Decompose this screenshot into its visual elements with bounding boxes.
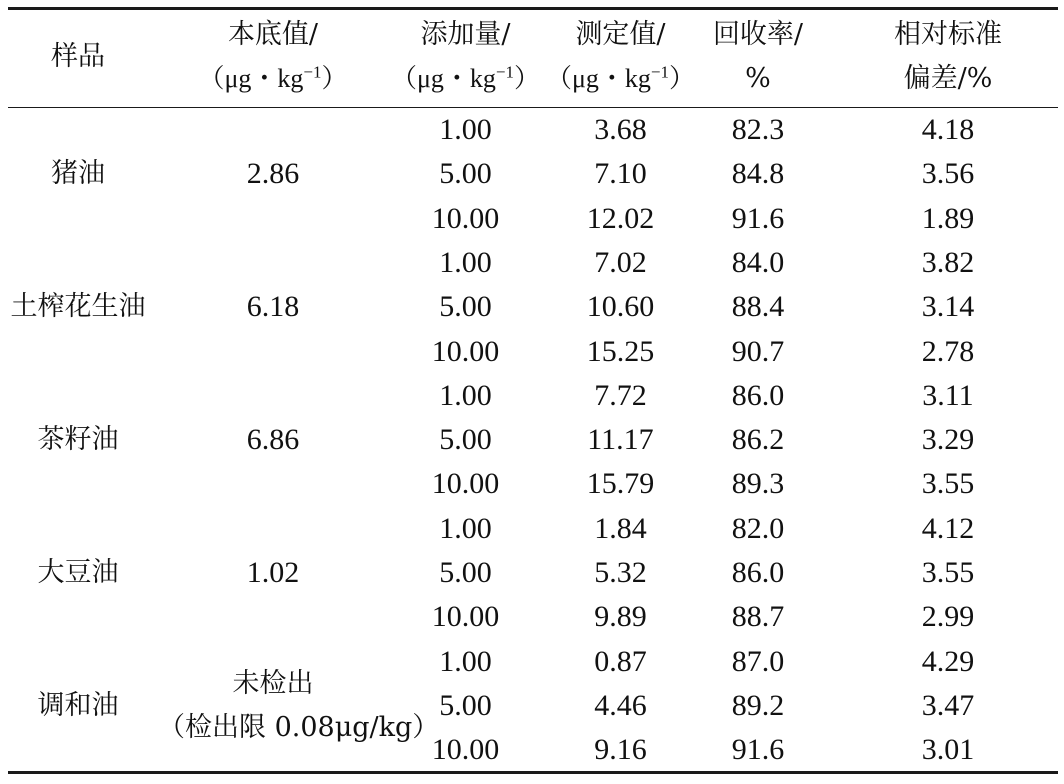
recovery-cell: 87.0 (731, 644, 785, 678)
recovery-cell: 84.0 (731, 245, 785, 279)
recovery-cell: 90.7 (731, 334, 785, 368)
recovery-cell: 86.2 (731, 423, 785, 457)
add-cell: 1.00 (439, 511, 492, 545)
recovery-cell: 88.4 (731, 290, 785, 324)
base-value: 6.86 (246, 423, 300, 457)
add-cell: 10.00 (431, 600, 500, 634)
add-cell: 5.00 (439, 157, 492, 191)
measured-cell: 3.68 (594, 113, 647, 146)
add-cell: 1.00 (439, 113, 492, 146)
rsd-cell: 3.14 (921, 290, 975, 324)
recovery-cell: 84.8 (731, 157, 785, 191)
add-cell: 1.00 (439, 378, 492, 412)
measured-cell: 9.89 (594, 600, 647, 634)
measured-cell: 12.02 (586, 201, 655, 235)
recovery-cell: 91.6 (731, 733, 785, 767)
sample-name: 猪油 (51, 158, 105, 190)
rsd-cell: 3.56 (921, 157, 975, 191)
add-cell: 10.00 (431, 467, 500, 501)
detection-limit-note: （检出限 0.08μg/kg） (158, 712, 440, 744)
header-measured-value: 测定值/ （μg・$kg^{-1}$） (545, 19, 696, 93)
measured-cell: 9.16 (594, 733, 647, 767)
measured-cell: 7.02 (594, 245, 647, 279)
base-value-text: 未检出 (232, 668, 314, 700)
add-cell: 5.00 (439, 688, 492, 722)
add-cell: 10.00 (431, 201, 500, 235)
recovery-cell: 82.0 (731, 511, 785, 545)
header-rsd: 相对标准 偏差/% (894, 19, 1002, 94)
rsd-cell: 3.29 (921, 423, 975, 457)
rsd-cell: 3.01 (921, 733, 975, 767)
measured-cell: 15.79 (586, 467, 655, 501)
measured-cell: 4.46 (594, 688, 647, 722)
recovery-cell: 89.3 (731, 467, 785, 501)
header-recovery-rate: 回收率/ % (712, 19, 804, 94)
header-sample: 样品 (51, 41, 105, 72)
add-cell: 10.00 (431, 334, 500, 368)
recovery-cell: 86.0 (731, 378, 785, 412)
sample-name: 茶籽油 (37, 424, 119, 456)
rsd-cell: 3.11 (922, 378, 974, 412)
add-cell: 1.00 (439, 644, 492, 678)
rsd-cell: 3.55 (921, 467, 975, 501)
rsd-cell: 1.89 (921, 201, 975, 235)
header-added-amount: 添加量/ （μg・$kg^{-1}$） (390, 19, 541, 93)
rsd-cell: 4.18 (921, 113, 975, 146)
base-value: 6.18 (246, 290, 300, 324)
measured-cell: 7.10 (594, 157, 647, 191)
rsd-cell: 3.82 (921, 245, 975, 279)
recovery-cell: 88.7 (731, 600, 785, 634)
recovery-table (8, 7, 1058, 775)
base-value: 2.86 (246, 157, 300, 191)
add-cell: 10.00 (431, 733, 500, 767)
rsd-cell: 2.99 (921, 600, 975, 634)
rsd-cell: 3.55 (921, 556, 975, 589)
measured-cell: 15.25 (586, 334, 655, 368)
sample-name: 土榨花生油 (10, 291, 146, 323)
rsd-cell: 2.78 (921, 334, 975, 368)
measured-cell: 11.17 (587, 423, 654, 457)
add-cell: 1.00 (439, 245, 492, 279)
rsd-cell: 4.12 (921, 511, 975, 545)
recovery-cell: 89.2 (731, 688, 785, 722)
header-base-value: 本底值/ （μg・$kg^{-1}$） (198, 19, 348, 93)
measured-cell: 7.72 (594, 378, 647, 412)
measured-cell: 10.60 (586, 290, 655, 324)
add-cell: 5.00 (439, 290, 492, 324)
sample-name: 大豆油 (37, 557, 119, 589)
measured-cell: 1.84 (594, 511, 647, 545)
base-value: 1.02 (246, 556, 300, 590)
recovery-cell: 91.6 (731, 201, 785, 235)
recovery-cell: 86.0 (731, 556, 785, 589)
table-top-rule (8, 7, 1058, 10)
measured-cell: 0.87 (594, 644, 647, 678)
base-value (158, 662, 440, 750)
rsd-cell: 4.29 (921, 644, 975, 678)
recovery-cell: 82.3 (731, 113, 785, 146)
rsd-cell: 3.47 (921, 688, 975, 722)
add-cell: 5.00 (439, 556, 492, 589)
measured-cell: 5.32 (594, 556, 647, 589)
add-cell: 5.00 (439, 423, 492, 457)
sample-name: 调和油 (37, 690, 119, 722)
